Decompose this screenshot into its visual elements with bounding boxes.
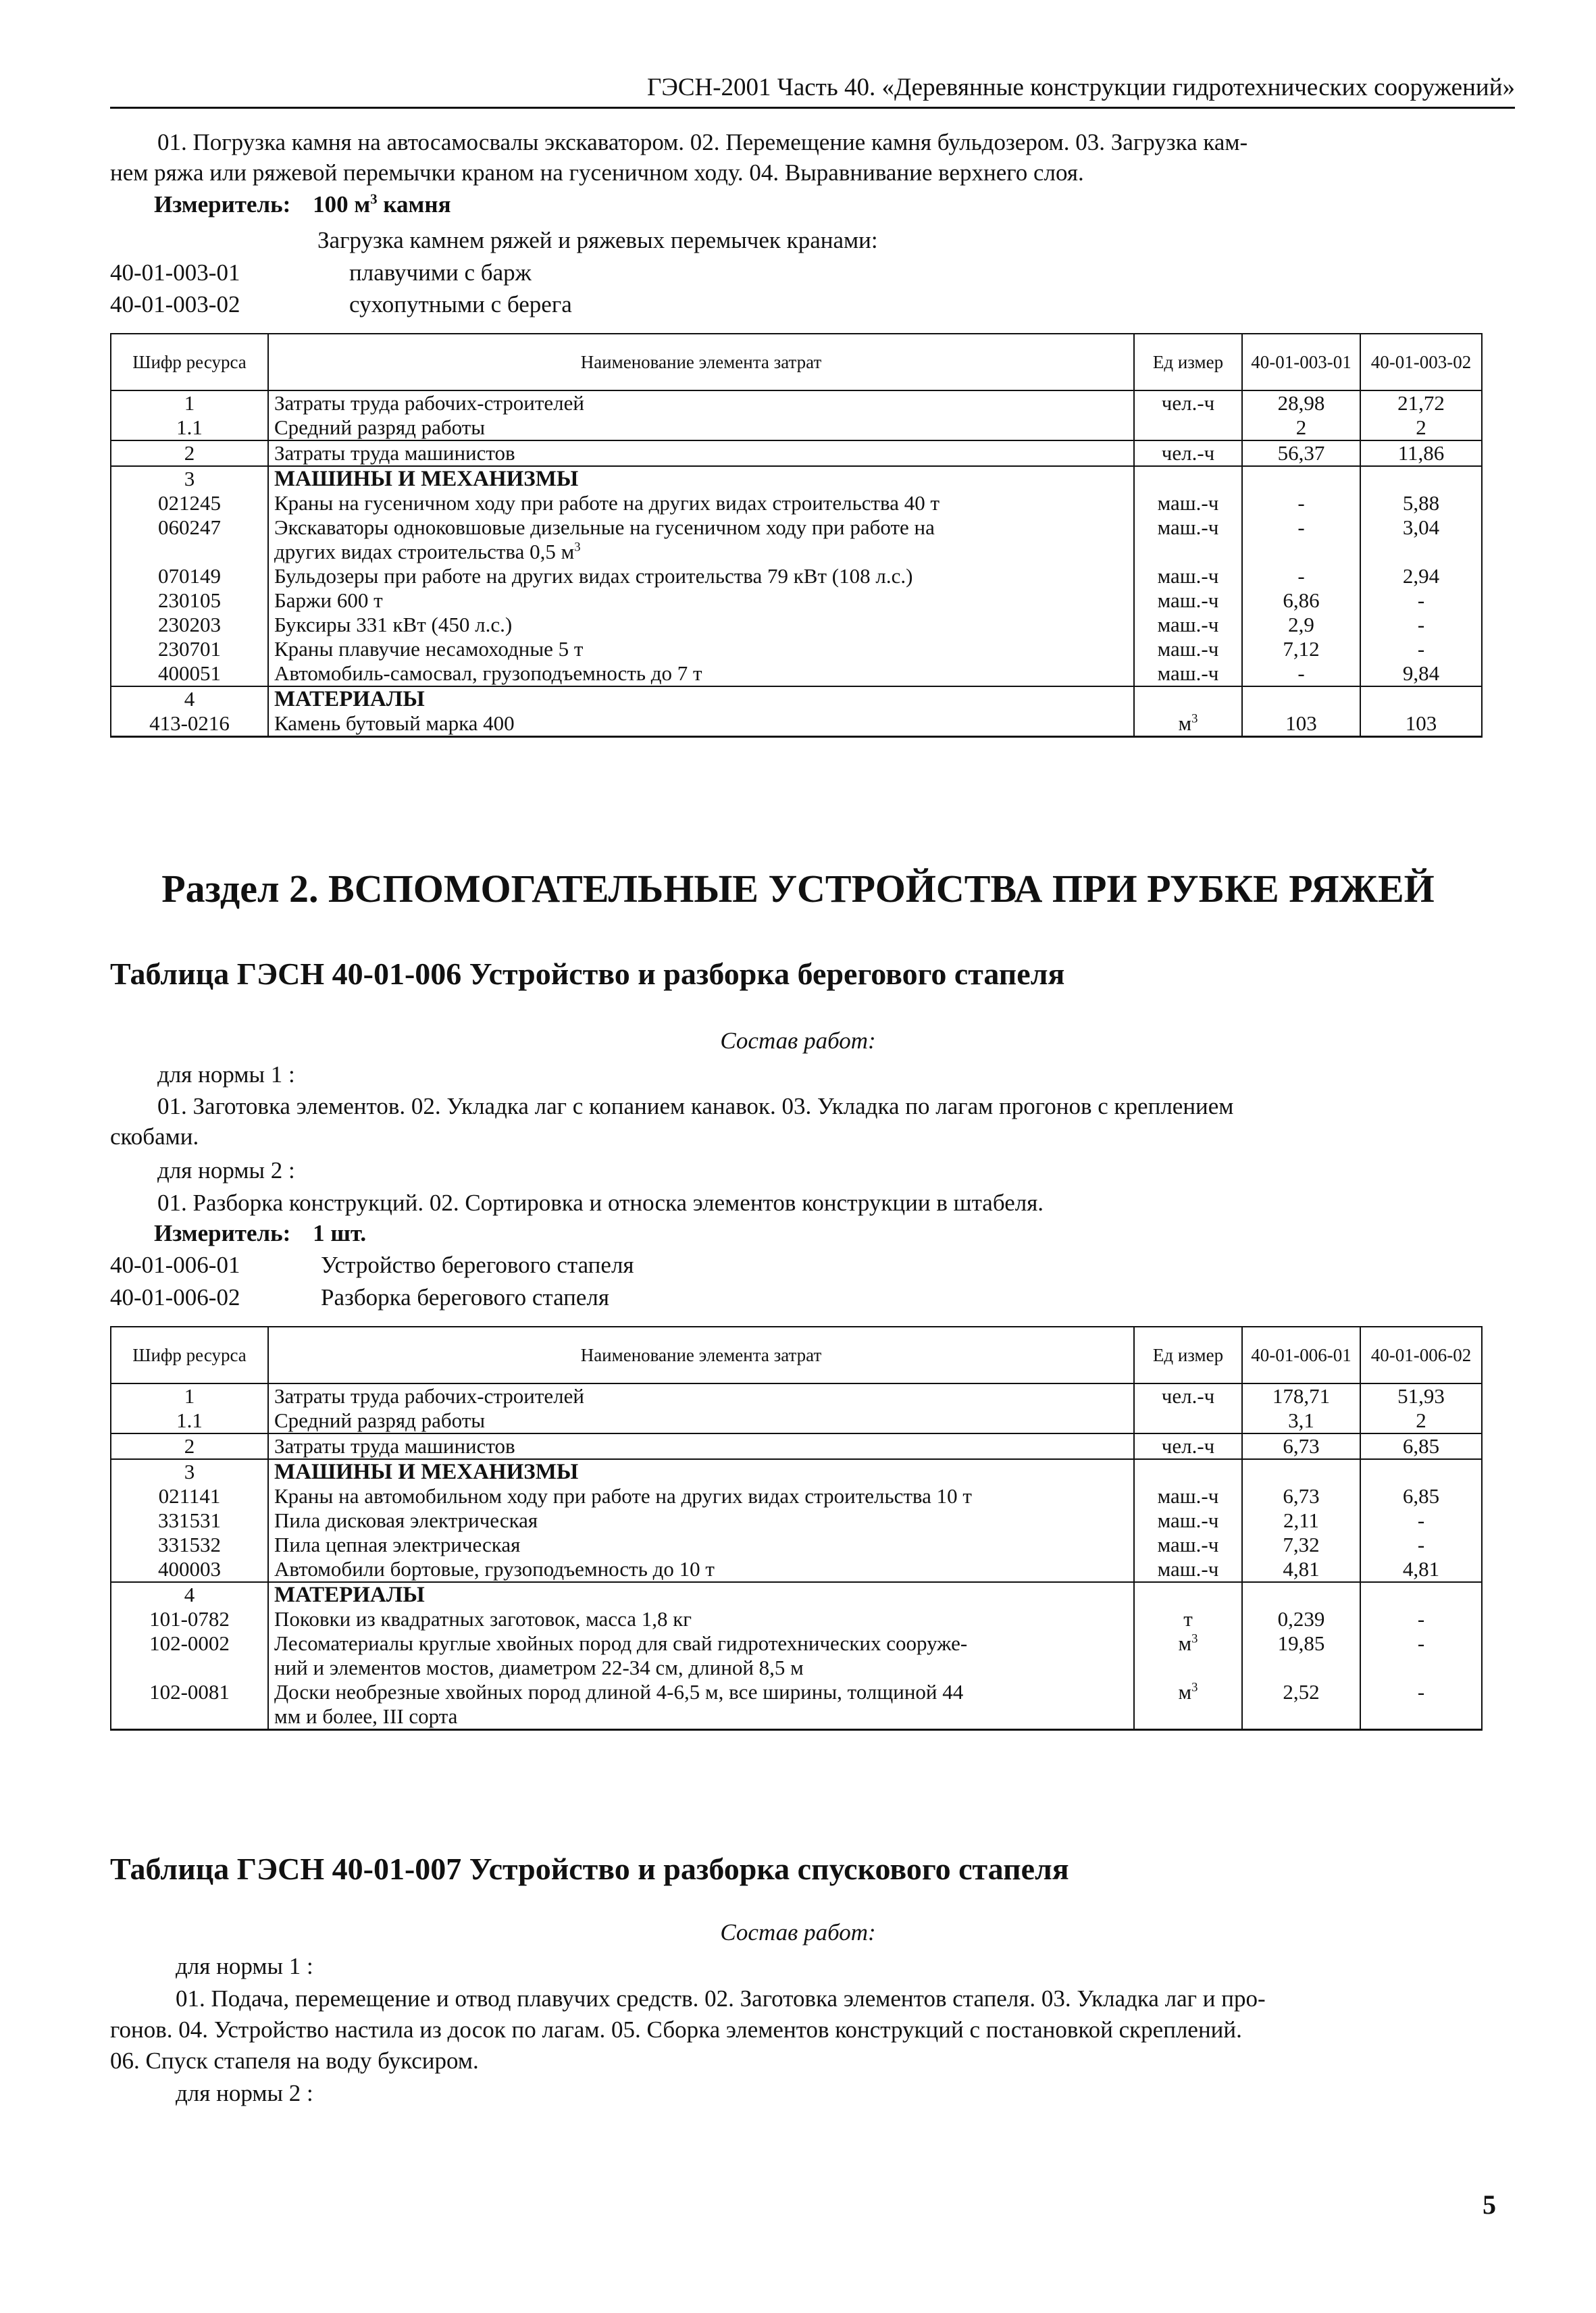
cell-name: Автомобили бортовые, грузоподъемность до 10 т xyxy=(268,1557,1134,1582)
cell-name xyxy=(268,1680,1134,1730)
cell-code: 331531 xyxy=(111,1508,268,1533)
cell-code: 400003 xyxy=(111,1557,268,1582)
cell-code: 331532 xyxy=(111,1533,268,1557)
works-label: Состав работ: xyxy=(720,1027,876,1054)
cell-name: Камень бутовый марка 400 xyxy=(268,711,1134,737)
table-section-row xyxy=(111,1459,1482,1484)
cell-value-b: 6,85 xyxy=(1360,1433,1482,1459)
cell-unit: маш.-ч xyxy=(1134,1557,1242,1582)
cell-value-b xyxy=(1360,686,1482,711)
cell-value-b: 9,84 xyxy=(1360,661,1482,686)
cell-code: 4 xyxy=(111,686,268,711)
work-line: 01. Заготовка элементов. 02. Укладка лаг с копанием канавок. 03. Укладка по лагам прогонов с креплением xyxy=(157,1093,1234,1119)
cell-name-line1: Лесоматериалы круглые хвойных пород для свай гидротехнических сооруже- xyxy=(274,1631,968,1655)
col-header-code: Шифр ресурса xyxy=(111,334,268,390)
table-row xyxy=(111,415,1482,440)
cell-sup: 3 xyxy=(1191,1631,1198,1646)
norm-label: для нормы 2 : xyxy=(176,2080,313,2106)
cell-value-a: - xyxy=(1242,564,1360,588)
cell-code: 021245 xyxy=(111,491,268,515)
cell-code: 2 xyxy=(111,1433,268,1459)
cell-code: 060247 xyxy=(111,515,268,564)
cell-code: 400051 xyxy=(111,661,268,686)
cell-value-b: - xyxy=(1360,1508,1482,1533)
cell-unit-text: м xyxy=(1178,1680,1192,1704)
cell-value-a: 19,85 xyxy=(1242,1631,1360,1680)
cell-unit: маш.-ч xyxy=(1134,1508,1242,1533)
cell-name: Поковки из квадратных заготовок, масса 1,8 кг xyxy=(268,1607,1134,1631)
works-label: Состав работ: xyxy=(720,1919,876,1946)
table-row xyxy=(111,491,1482,515)
cell-value-b: 21,72 xyxy=(1360,390,1482,415)
norm-code: 40-01-003-01 xyxy=(110,259,240,286)
norm-label: для нормы 2 : xyxy=(157,1157,295,1184)
meter-sup: 3 xyxy=(370,190,378,207)
cell-value-b: - xyxy=(1360,613,1482,637)
cell-unit xyxy=(1134,1631,1242,1680)
cell-value-b: - xyxy=(1360,1631,1482,1680)
cell-unit: маш.-ч xyxy=(1134,1484,1242,1508)
cell-name: Краны плавучие несамоходные 5 т xyxy=(268,637,1134,661)
cell-value-a xyxy=(1242,466,1360,491)
cell-value-a: 3,1 xyxy=(1242,1408,1360,1433)
cell-value-b: 2 xyxy=(1360,415,1482,440)
cell-name: Затраты труда машинистов xyxy=(268,440,1134,466)
cell-unit: чел.-ч xyxy=(1134,390,1242,415)
table-row xyxy=(111,588,1482,613)
cell-unit: маш.-ч xyxy=(1134,491,1242,515)
meter-label: Измеритель: xyxy=(154,191,291,218)
cell-unit: чел.-ч xyxy=(1134,1433,1242,1459)
cell-unit-text: м xyxy=(1178,711,1192,735)
cell-name: Краны на гусеничном ходу при работе на других видах строительства 40 т xyxy=(268,491,1134,515)
cell-value-a: - xyxy=(1242,661,1360,686)
norm-name: Устройство берегового стапеля xyxy=(321,1252,634,1278)
cell-value-a xyxy=(1242,686,1360,711)
col-header-name: Наименование элемента затрат xyxy=(268,334,1134,390)
cell-code: 1.1 xyxy=(111,415,268,440)
cell-value-b xyxy=(1360,1582,1482,1607)
section-title: Раздел 2. ВСПОМОГАТЕЛЬНЫЕ УСТРОЙСТВА ПРИ РУБКЕ РЯЖЕЙ xyxy=(161,867,1435,911)
norm-label: для нормы 1 : xyxy=(176,1953,313,1979)
table-row xyxy=(111,637,1482,661)
table-section-row xyxy=(111,686,1482,711)
table-title: Таблица ГЭСН 40-01-006 Устройство и разборка берегового стапеля xyxy=(110,957,1065,991)
cell-value-b: - xyxy=(1360,1607,1482,1631)
cell-unit xyxy=(1134,711,1242,737)
meter-tail: камня xyxy=(377,191,451,218)
cell-code: 102-0002 xyxy=(111,1631,268,1680)
cell-value-a: - xyxy=(1242,515,1360,564)
cell-value-a xyxy=(1242,1459,1360,1484)
cell-code: 101-0782 xyxy=(111,1607,268,1631)
cell-unit: маш.-ч xyxy=(1134,661,1242,686)
cell-name: Затраты труда рабочих-строителей xyxy=(268,1383,1134,1408)
cell-name: Краны на автомобильном ходу при работе на других видах строительства 10 т xyxy=(268,1484,1134,1508)
col-header-norm-a: 40-01-003-01 xyxy=(1242,334,1360,390)
cell-value-b: 3,04 xyxy=(1360,515,1482,564)
cell-value-a: 28,98 xyxy=(1242,390,1360,415)
meter-line xyxy=(154,190,451,219)
cell-unit xyxy=(1134,1408,1242,1433)
norm-name: Разборка берегового стапеля xyxy=(321,1284,609,1311)
cell-code: 102-0081 xyxy=(111,1680,268,1730)
group-title: Загрузка камнем ряжей и ряжевых перемычек кранами: xyxy=(317,227,878,253)
cell-value-b xyxy=(1360,1459,1482,1484)
cell-code: 021141 xyxy=(111,1484,268,1508)
norm-code: 40-01-006-01 xyxy=(110,1252,240,1278)
cell-value-b: - xyxy=(1360,588,1482,613)
cell-value-b: 2 xyxy=(1360,1408,1482,1433)
cell-unit xyxy=(1134,686,1242,711)
cell-value-b: - xyxy=(1360,1533,1482,1557)
cell-name: Пила дисковая электрическая xyxy=(268,1508,1134,1533)
cell-name: Буксиры 331 кВт (450 л.с.) xyxy=(268,613,1134,637)
table-row xyxy=(111,711,1482,737)
cell-value-b: 5,88 xyxy=(1360,491,1482,515)
table-row xyxy=(111,1408,1482,1433)
table-row xyxy=(111,1631,1482,1680)
cell-name: Средний разряд работы xyxy=(268,415,1134,440)
cell-name: МАТЕРИАЛЫ xyxy=(268,686,1134,711)
cell-name: Баржи 600 т xyxy=(268,588,1134,613)
cell-value-a: 7,12 xyxy=(1242,637,1360,661)
table-header-row xyxy=(111,334,1482,390)
table-row xyxy=(111,1533,1482,1557)
norm-code: 40-01-003-02 xyxy=(110,291,240,317)
cell-name: Затраты труда рабочих-строителей xyxy=(268,390,1134,415)
cell-value-a: 0,239 xyxy=(1242,1607,1360,1631)
cell-value-a: 6,73 xyxy=(1242,1433,1360,1459)
table-title: Таблица ГЭСН 40-01-007 Устройство и разборка спускового стапеля xyxy=(110,1852,1069,1886)
cell-value-b: - xyxy=(1360,637,1482,661)
cell-value-a: 4,81 xyxy=(1242,1557,1360,1582)
cell-value-b: 2,94 xyxy=(1360,564,1482,588)
cell-unit xyxy=(1134,1582,1242,1607)
meter-value: 1 шт. xyxy=(313,1220,367,1246)
cell-sup: 3 xyxy=(574,540,581,555)
resource-table-003 xyxy=(110,333,1483,738)
cell-unit: маш.-ч xyxy=(1134,1533,1242,1557)
cell-code: 1 xyxy=(111,1383,268,1408)
cell-name-line1: Доски необрезные хвойных пород длиной 4-6,5 м, все ширины, толщиной 44 xyxy=(274,1680,964,1704)
cell-name: Средний разряд работы xyxy=(268,1408,1134,1433)
page-number: 5 xyxy=(1483,2189,1496,2220)
meter-label: Измеритель: xyxy=(154,1220,291,1246)
col-header-norm-a: 40-01-006-01 xyxy=(1242,1327,1360,1383)
cell-value-a: 2,9 xyxy=(1242,613,1360,637)
cell-name: МАШИНЫ И МЕХАНИЗМЫ xyxy=(268,466,1134,491)
cell-value-b: 103 xyxy=(1360,711,1482,737)
cell-code: 3 xyxy=(111,1459,268,1484)
table-row xyxy=(111,1484,1482,1508)
cell-code: 413-0216 xyxy=(111,711,268,737)
cell-value-a: 6,86 xyxy=(1242,588,1360,613)
col-header-code: Шифр ресурса xyxy=(111,1327,268,1383)
running-header: ГЭСН-2001 Часть 40. «Деревянные конструкции гидротехнических сооружений» xyxy=(110,73,1515,109)
meter-value: 100 м xyxy=(313,191,371,218)
cell-value-b: 51,93 xyxy=(1360,1383,1482,1408)
cell-value-b: 4,81 xyxy=(1360,1557,1482,1582)
cell-code: 2 xyxy=(111,440,268,466)
cell-name xyxy=(268,515,1134,564)
work-line: 01. Погрузка камня на автосамосвалы экскаватором. 02. Перемещение камня бульдозером. 03. Загрузка кам- xyxy=(157,129,1248,155)
cell-value-a: 2,52 xyxy=(1242,1680,1360,1730)
cell-name: Пила цепная электрическая xyxy=(268,1533,1134,1557)
cell-value-a: 2 xyxy=(1242,415,1360,440)
cell-name-line1: Экскаваторы одноковшовые дизельные на гусеничном ходу при работе на xyxy=(274,515,935,539)
cell-code: 230701 xyxy=(111,637,268,661)
cell-value-a: 56,37 xyxy=(1242,440,1360,466)
cell-code: 3 xyxy=(111,466,268,491)
cell-unit xyxy=(1134,415,1242,440)
table-row xyxy=(111,1680,1482,1730)
cell-unit: маш.-ч xyxy=(1134,588,1242,613)
cell-code: 1 xyxy=(111,390,268,415)
cell-sup: 3 xyxy=(1191,711,1198,726)
table-row xyxy=(111,1607,1482,1631)
cell-unit: т xyxy=(1134,1607,1242,1631)
table-section-row xyxy=(111,466,1482,491)
norm-label: для нормы 1 : xyxy=(157,1061,295,1088)
col-header-unit: Ед измер xyxy=(1134,334,1242,390)
resource-table-006 xyxy=(110,1326,1483,1731)
cell-value-b: 6,85 xyxy=(1360,1484,1482,1508)
table-row xyxy=(111,661,1482,686)
table-row xyxy=(111,440,1482,466)
table-section-row xyxy=(111,1582,1482,1607)
cell-value-a: - xyxy=(1242,491,1360,515)
cell-unit xyxy=(1134,1459,1242,1484)
norm-code: 40-01-006-02 xyxy=(110,1284,240,1311)
cell-value-b: 11,86 xyxy=(1360,440,1482,466)
table-row xyxy=(111,613,1482,637)
cell-value-b: - xyxy=(1360,1680,1482,1730)
cell-code: 230105 xyxy=(111,588,268,613)
cell-name-line2: других видах строительства 0,5 м xyxy=(274,540,575,563)
table-row xyxy=(111,515,1482,564)
table-row xyxy=(111,1383,1482,1408)
cell-sup: 3 xyxy=(1191,1680,1198,1695)
cell-unit: маш.-ч xyxy=(1134,515,1242,564)
cell-value-a: 178,71 xyxy=(1242,1383,1360,1408)
cell-unit: чел.-ч xyxy=(1134,440,1242,466)
norm-name: плавучими с барж xyxy=(349,259,532,286)
meter-line xyxy=(154,1219,366,1248)
cell-name: Автомобиль-самосвал, грузоподъемность до 7 т xyxy=(268,661,1134,686)
cell-value-a: 6,73 xyxy=(1242,1484,1360,1508)
cell-code: 1.1 xyxy=(111,1408,268,1433)
table-row xyxy=(111,390,1482,415)
col-header-norm-b: 40-01-006-02 xyxy=(1360,1327,1482,1383)
cell-value-a: 103 xyxy=(1242,711,1360,737)
cell-code: 230203 xyxy=(111,613,268,637)
work-line: 01. Подача, перемещение и отвод плавучих средств. 02. Заготовка элементов стапеля. 03. Укладка лаг и про- xyxy=(176,1985,1266,2012)
table-header-row xyxy=(111,1327,1482,1383)
cell-name: Бульдозеры при работе на других видах строительства 79 кВт (108 л.с.) xyxy=(268,564,1134,588)
cell-name: Затраты труда машинистов xyxy=(268,1433,1134,1459)
cell-name xyxy=(268,1631,1134,1680)
table-row xyxy=(111,564,1482,588)
cell-unit: маш.-ч xyxy=(1134,564,1242,588)
cell-name: МАТЕРИАЛЫ xyxy=(268,1582,1134,1607)
table-row xyxy=(111,1557,1482,1582)
cell-unit-text: м xyxy=(1178,1631,1192,1655)
cell-code: 4 xyxy=(111,1582,268,1607)
table-row xyxy=(111,1508,1482,1533)
cell-unit xyxy=(1134,466,1242,491)
table-row xyxy=(111,1433,1482,1459)
work-line: 06. Спуск стапеля на воду буксиром. xyxy=(110,2048,479,2074)
work-line: гонов. 04. Устройство настила из досок по лагам. 05. Сборка элементов конструкций с постановкой скреплений. xyxy=(110,2016,1242,2043)
cell-value-a xyxy=(1242,1582,1360,1607)
cell-name: МАШИНЫ И МЕХАНИЗМЫ xyxy=(268,1459,1134,1484)
work-line: 01. Разборка конструкций. 02. Сортировка и относка элементов конструкции в штабеля. xyxy=(157,1190,1044,1216)
cell-value-a: 7,32 xyxy=(1242,1533,1360,1557)
work-line: скобами. xyxy=(110,1123,199,1150)
work-line: нем ряжа или ряжевой перемычки краном на гусеничном ходу. 04. Выравнивание верхнего слоя. xyxy=(110,159,1084,186)
norm-name: сухопутными с берега xyxy=(349,291,572,317)
col-header-norm-b: 40-01-003-02 xyxy=(1360,334,1482,390)
col-header-unit: Ед измер xyxy=(1134,1327,1242,1383)
cell-unit: маш.-ч xyxy=(1134,613,1242,637)
cell-unit: чел.-ч xyxy=(1134,1383,1242,1408)
cell-unit xyxy=(1134,1680,1242,1730)
cell-code: 070149 xyxy=(111,564,268,588)
cell-name-line2: мм и более, III сорта xyxy=(274,1704,458,1728)
cell-value-a: 2,11 xyxy=(1242,1508,1360,1533)
cell-unit: маш.-ч xyxy=(1134,637,1242,661)
col-header-name: Наименование элемента затрат xyxy=(268,1327,1134,1383)
cell-name-line2: ний и элементов мостов, диаметром 22-34 см, длиной 8,5 м xyxy=(274,1656,804,1679)
cell-value-b xyxy=(1360,466,1482,491)
